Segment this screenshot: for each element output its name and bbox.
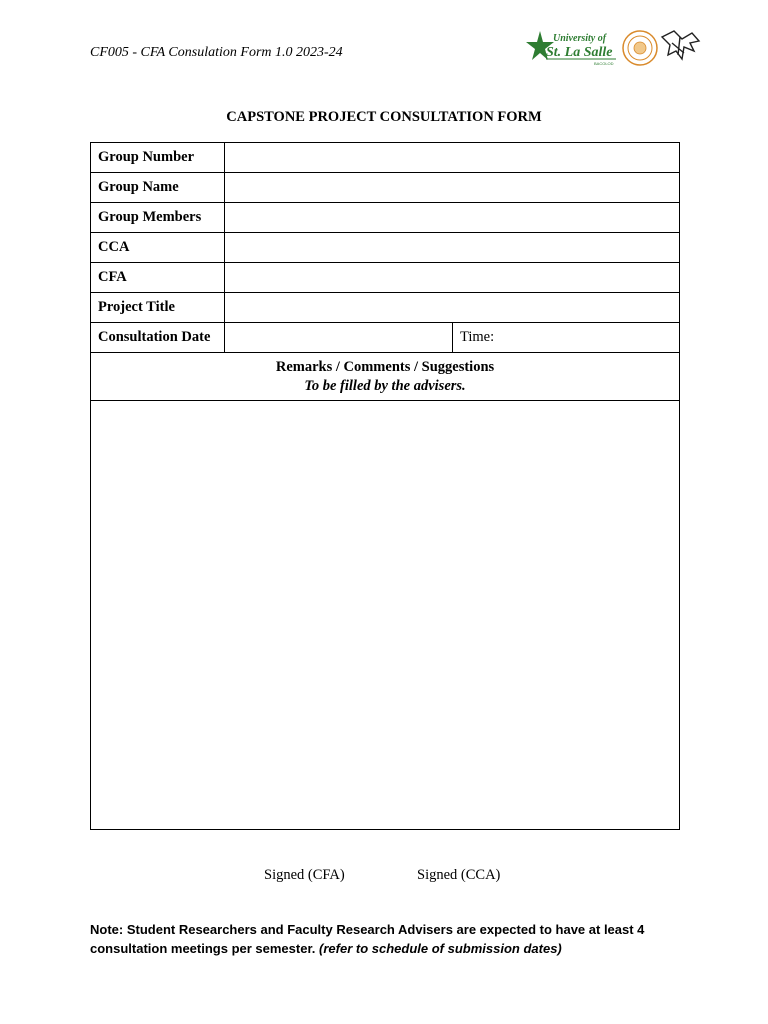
footer-note [90,920,680,958]
form-title: CAPSTONE PROJECT CONSULTATION FORM [226,109,542,125]
seal-icon [623,31,657,65]
remarks-subtitle: To be filled by the advisers. [304,377,466,394]
remarks-title: Remarks / Comments / Suggestions [275,358,495,375]
university-logo [524,25,704,75]
remarks-textarea[interactable] [91,401,680,830]
signed-cfa-label: Signed (CFA) [264,867,345,883]
remarks-header [91,353,680,401]
cca-field[interactable] [225,233,680,263]
header-logos [524,25,704,75]
logo-text-2: St. La Salle [546,45,613,60]
wings-emblem-icon [662,31,699,59]
field-label: CFA [91,263,225,293]
field-label: Consultation Date [91,323,225,353]
time-field[interactable]: Time: [453,323,680,353]
logo-text-3: BACOLOD [594,61,614,66]
field-label: Group Members [91,203,225,233]
group-members-field[interactable] [225,203,680,233]
project-title-field[interactable] [225,293,680,323]
consultation-date-field[interactable] [225,323,453,353]
cfa-field[interactable] [225,263,680,293]
field-label: Group Number [91,143,225,173]
form-row-group-name [91,173,680,203]
field-label: Project Title [91,293,225,323]
form-row-group-number [91,143,680,173]
group-name-field[interactable] [225,173,680,203]
consultation-form-table [90,142,680,830]
logo-text-1: University of [553,33,607,44]
form-row-group-members [91,203,680,233]
form-row-cca [91,233,680,263]
form-row-consultation-date [91,323,680,353]
form-row-project-title [91,293,680,323]
remarks-header-row [91,353,680,401]
document-code: CF005 - CFA Consulation Form 1.0 2023-24 [90,45,343,60]
field-label: Group Name [91,173,225,203]
group-number-field[interactable] [225,143,680,173]
signed-cca-label: Signed (CCA) [417,867,501,883]
note-italic: (refer to schedule of submission dates) [319,941,562,956]
note-text: Note: Student Researchers and Faculty Research Advisers are expected to have at least 4 consultation meetings per semester. [90,922,645,956]
field-label: CCA [91,233,225,263]
remarks-body-row [91,401,680,830]
form-row-cfa [91,263,680,293]
